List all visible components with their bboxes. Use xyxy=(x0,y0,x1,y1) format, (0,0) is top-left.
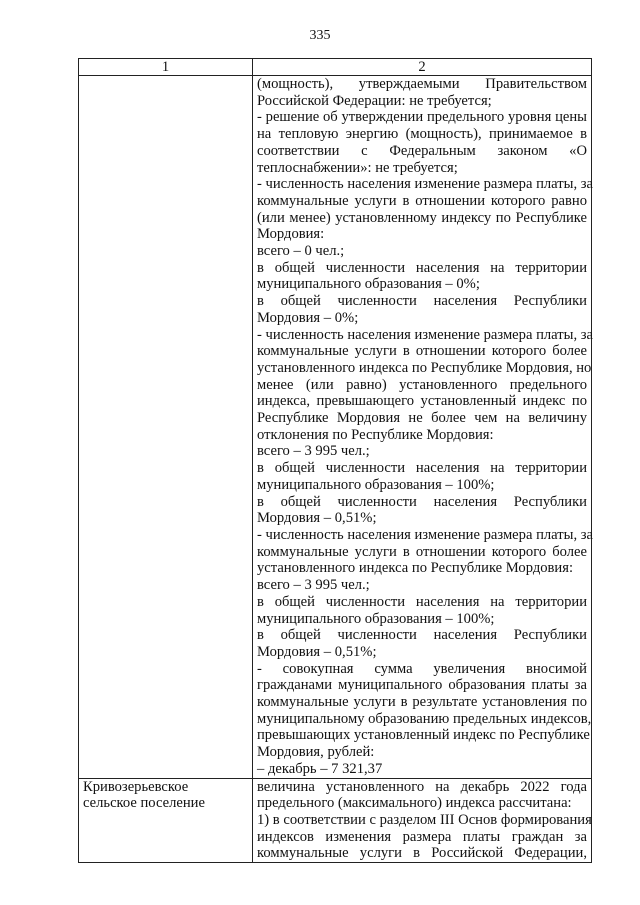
text-line: в общей численности населения Республики xyxy=(257,293,587,310)
text-line: в общей численности населения Республики xyxy=(257,627,587,644)
table-header-row xyxy=(79,59,592,76)
text-line: менее (или равно) установленного предельного xyxy=(257,376,587,393)
text-line: муниципального образования – 100%; xyxy=(257,610,495,627)
text-line: всего – 3 995 чел.; xyxy=(257,577,370,594)
text-line: Мордовия – 0,51%; xyxy=(257,510,377,527)
text-line: - численность населения изменение размера платы, за xyxy=(257,326,593,343)
column-header-2: 2 xyxy=(253,59,592,76)
text-line: отклонения по Республике Мордовия: xyxy=(257,426,494,443)
text-line: муниципальному образованию предельных индексов, xyxy=(257,710,592,727)
text-line: коммунальные услуги в отношении которого более xyxy=(257,543,587,560)
text-line: – декабрь – 7 321,37 xyxy=(257,760,383,777)
text-line: муниципального образования – 0%; xyxy=(257,276,480,293)
text-line: теплоснабжении»: не требуется; xyxy=(257,159,458,176)
text-line: индексов изменения размера платы граждан за xyxy=(257,828,587,845)
text-line: коммунальные услуги в результате установления по xyxy=(257,694,587,711)
text-line: Российской Федерации: не требуется; xyxy=(257,92,492,109)
text-line: гражданами муниципального образования платы за xyxy=(257,677,587,694)
text-line: на тепловую энергию (мощность), принимаемое в xyxy=(257,126,587,143)
text-line: величина установленного на декабрь 2022 года xyxy=(257,778,587,795)
municipality-cell xyxy=(79,76,253,779)
text-line: Мордовия – 0,51%; xyxy=(257,643,377,660)
text-line: муниципального образования – 100%; xyxy=(257,476,495,493)
text-line: (мощность), утверждаемыми Правительством xyxy=(257,76,587,92)
text-line: превышающих установленный индекс по Республике xyxy=(257,727,590,744)
text-line: коммунальные услуги в отношении которого равно xyxy=(257,192,587,209)
text-line: предельного (максимального) индекса рассчитана: xyxy=(257,795,572,812)
text-line: в общей численности населения на территории xyxy=(257,460,587,477)
text-line: индекса, превышающего установленный индекс по xyxy=(257,393,587,410)
text-line: 1) в соответствии с разделом III Основ формирования xyxy=(257,811,592,828)
text-line: в общей численности населения на территории xyxy=(257,593,587,610)
text-line: Мордовия, рублей: xyxy=(257,744,375,761)
description-cell xyxy=(253,778,592,863)
text-line: Мордовия: xyxy=(257,226,325,243)
text-line: в общей численности населения Республики xyxy=(257,493,587,510)
description-cell xyxy=(253,76,592,779)
column-header-1: 1 xyxy=(79,59,253,76)
text-line: сельское поселение xyxy=(83,795,205,812)
text-line: всего – 3 995 чел.; xyxy=(257,443,370,460)
text-line: - численность населения изменение размера платы, за xyxy=(257,176,593,193)
text-line: - решение об утверждении предельного уровня цены xyxy=(257,109,587,126)
text-line: соответствии с Федеральным законом «О xyxy=(257,142,587,159)
text-line: Республике Мордовия не более чем на величину xyxy=(257,410,587,427)
text-line: - численность населения изменение размера платы, за xyxy=(257,526,593,543)
text-line: - совокупная сумма увеличения вносимой xyxy=(257,660,587,677)
document-table xyxy=(78,58,592,863)
text-line: коммунальные услуги в отношении которого более xyxy=(257,343,587,360)
text-line: всего – 0 чел.; xyxy=(257,243,345,260)
table-row xyxy=(79,778,592,863)
text-line: (или менее) установленному индексу по Республике xyxy=(257,209,587,226)
page-number: 335 xyxy=(309,28,331,43)
table-row xyxy=(79,76,592,779)
text-line: в общей численности населения на территории xyxy=(257,259,587,276)
text-line: Кривозерьевское xyxy=(83,778,189,795)
municipality-cell xyxy=(79,778,253,863)
text-line: коммунальные услуги в Российской Федерации, xyxy=(257,845,587,862)
text-line: Мордовия – 0%; xyxy=(257,309,359,326)
text-line: установленного индекса по Республике Мордовия: xyxy=(257,560,574,577)
text-line: установленного индекса по Республике Мордовия, но xyxy=(257,359,592,376)
